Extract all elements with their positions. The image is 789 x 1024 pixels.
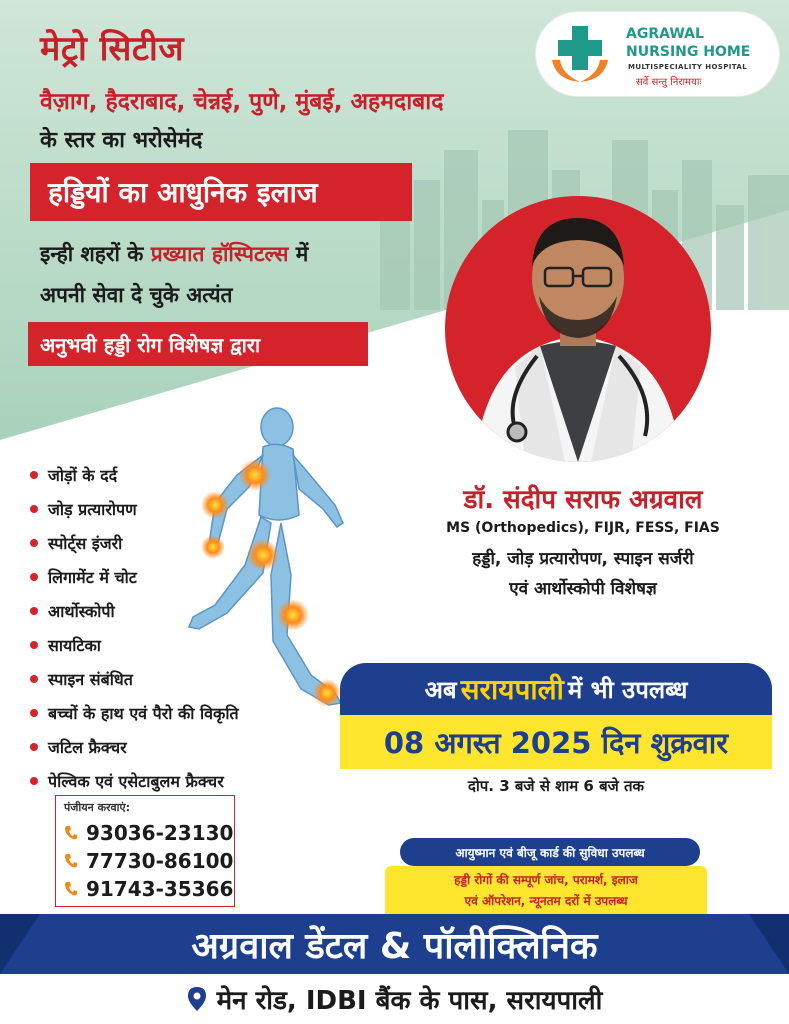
logo-line-2: NURSING HOME — [626, 44, 751, 60]
bullet-icon — [30, 675, 38, 683]
treatment-item — [30, 492, 239, 526]
served-line-1 — [40, 240, 308, 268]
phone-number[interactable] — [64, 876, 233, 902]
bullet-icon — [30, 505, 38, 513]
treatment-item — [30, 696, 239, 730]
modern-treatment-text: हड्डियों का आधुनिक इलाज — [48, 176, 318, 209]
logo-line-3: MULTISPECIALITY HOSPITAL — [628, 63, 748, 71]
phone-number-text: 91743-35366 — [86, 877, 234, 901]
registration-box — [55, 795, 235, 907]
phone-icon — [64, 881, 78, 897]
bullet-icon — [30, 641, 38, 649]
doctor-degrees: MS (Orthopedics), FIJR, FESS, FIAS — [446, 520, 720, 536]
headline-cities: वैज़ाग, हैदराबाद, चेन्नई, पुणे, मुंबई, अहमदाबाद — [40, 89, 444, 115]
services-line-1: हड्डी रोगों की सम्पूर्ण जांच, परामर्श, इलाज — [454, 873, 638, 887]
hospital-logo — [536, 12, 779, 96]
phone-number-text: 77730-86100 — [86, 849, 234, 873]
bullet-icon — [30, 709, 38, 717]
treatment-label: सायटिका — [48, 636, 101, 655]
treatment-item — [30, 730, 239, 764]
treatment-item — [30, 594, 239, 628]
served-highlight: प्रख्यात हॉस्पिटल्स — [150, 242, 289, 266]
doctor-photo — [445, 196, 711, 462]
served-suffix: में — [288, 242, 309, 266]
treatments-list — [30, 458, 239, 798]
specialist-banner — [28, 322, 368, 366]
served-line-2: अपनी सेवा दे चुके अत्यंत — [40, 283, 233, 307]
doctor-name: डॉ. संदीप सराफ अग्रवाल — [463, 485, 703, 515]
cross-hands-icon — [550, 22, 610, 86]
headline-title: मेट्रो सिटीज — [40, 29, 185, 69]
card-facility-pill: आयुष्मान एवं बीजू कार्ड की सुविधा उपलब्ध — [400, 838, 700, 866]
logo-line-1: AGRAWAL — [626, 26, 704, 42]
treatments-heading: उपलब्ध उपचार : — [36, 427, 130, 445]
treatment-item — [30, 526, 239, 560]
bullet-icon — [30, 573, 38, 581]
bullet-icon — [30, 539, 38, 547]
treatment-label: जटिल फ्रैक्चर — [48, 738, 127, 757]
clinic-address-text: मेन रोड, IDBI बैंक के पास, सरायपाली — [216, 986, 603, 1016]
registration-title: पंजीयन करवाएं: — [64, 801, 130, 814]
phone-number[interactable] — [64, 848, 233, 874]
availability-place: सरायपाली — [460, 673, 564, 706]
location-pin-icon — [187, 986, 207, 1012]
headline-level: के स्तर का भरोसेमंद — [40, 128, 203, 153]
services-line-2: एवं ऑपरेशन, न्यूनतम दरों में उपलब्ध — [464, 894, 628, 908]
doctor-portrait — [445, 196, 711, 462]
treatment-label: बच्चों के हाथ एवं पैरो की विकृति — [48, 704, 239, 723]
availability-prefix: अब — [424, 675, 457, 704]
logo-tagline: सर्वे सन्तु निरामयाः — [636, 77, 702, 88]
treatment-item — [30, 560, 239, 594]
treatment-label: पेल्विक एवं एसेटाबुलम फ्रैक्चर — [48, 772, 224, 791]
bullet-icon — [30, 777, 38, 785]
bullet-icon — [30, 607, 38, 615]
availability-timing: दोप. 3 बजे से शाम 6 बजे तक — [467, 777, 645, 795]
treatment-item — [30, 764, 239, 798]
clinic-address — [0, 974, 789, 1024]
bullet-icon — [30, 743, 38, 751]
treatment-label: स्पाइन संबंधित — [48, 670, 133, 689]
clinic-name: अग्रवाल डेंटल & पॉलीक्लिनिक — [191, 925, 598, 967]
specialist-text: अनुभवी हड्डी रोग विशेषज्ञ द्वारा — [40, 332, 261, 357]
bullet-icon — [30, 471, 38, 479]
treatment-item — [30, 628, 239, 662]
phone-number-text: 93036-23130 — [86, 821, 234, 845]
treatment-label: जोड़ प्रत्यारोपण — [48, 500, 137, 519]
treatment-item — [30, 662, 239, 696]
modern-treatment-banner — [30, 163, 412, 221]
doctor-specialty-2: एवं आर्थोस्कोपी विशेषज्ञ — [509, 579, 657, 599]
treatment-item — [30, 458, 239, 492]
served-prefix: इन्ही शहरों के — [40, 242, 151, 266]
treatment-label: आर्थोस्कोपी — [48, 602, 115, 621]
phone-number[interactable] — [64, 820, 233, 846]
doctor-specialty-1: हड्डी, जोड़ प्रत्यारोपण, स्पाइन सर्जरी — [472, 549, 694, 569]
availability-banner — [340, 663, 772, 715]
treatment-label: लिगामेंट में चोट — [48, 568, 137, 587]
availability-suffix: में भी उपलब्ध — [567, 675, 688, 704]
services-box — [385, 866, 707, 918]
treatment-label: जोड़ों के दर्द — [48, 466, 118, 485]
phone-icon — [64, 853, 78, 869]
availability-date: 08 अगस्त 2025 दिन शुक्रवार — [340, 715, 772, 769]
phone-icon — [64, 825, 78, 841]
treatment-label: स्पोर्ट्स इंजरी — [48, 534, 123, 553]
